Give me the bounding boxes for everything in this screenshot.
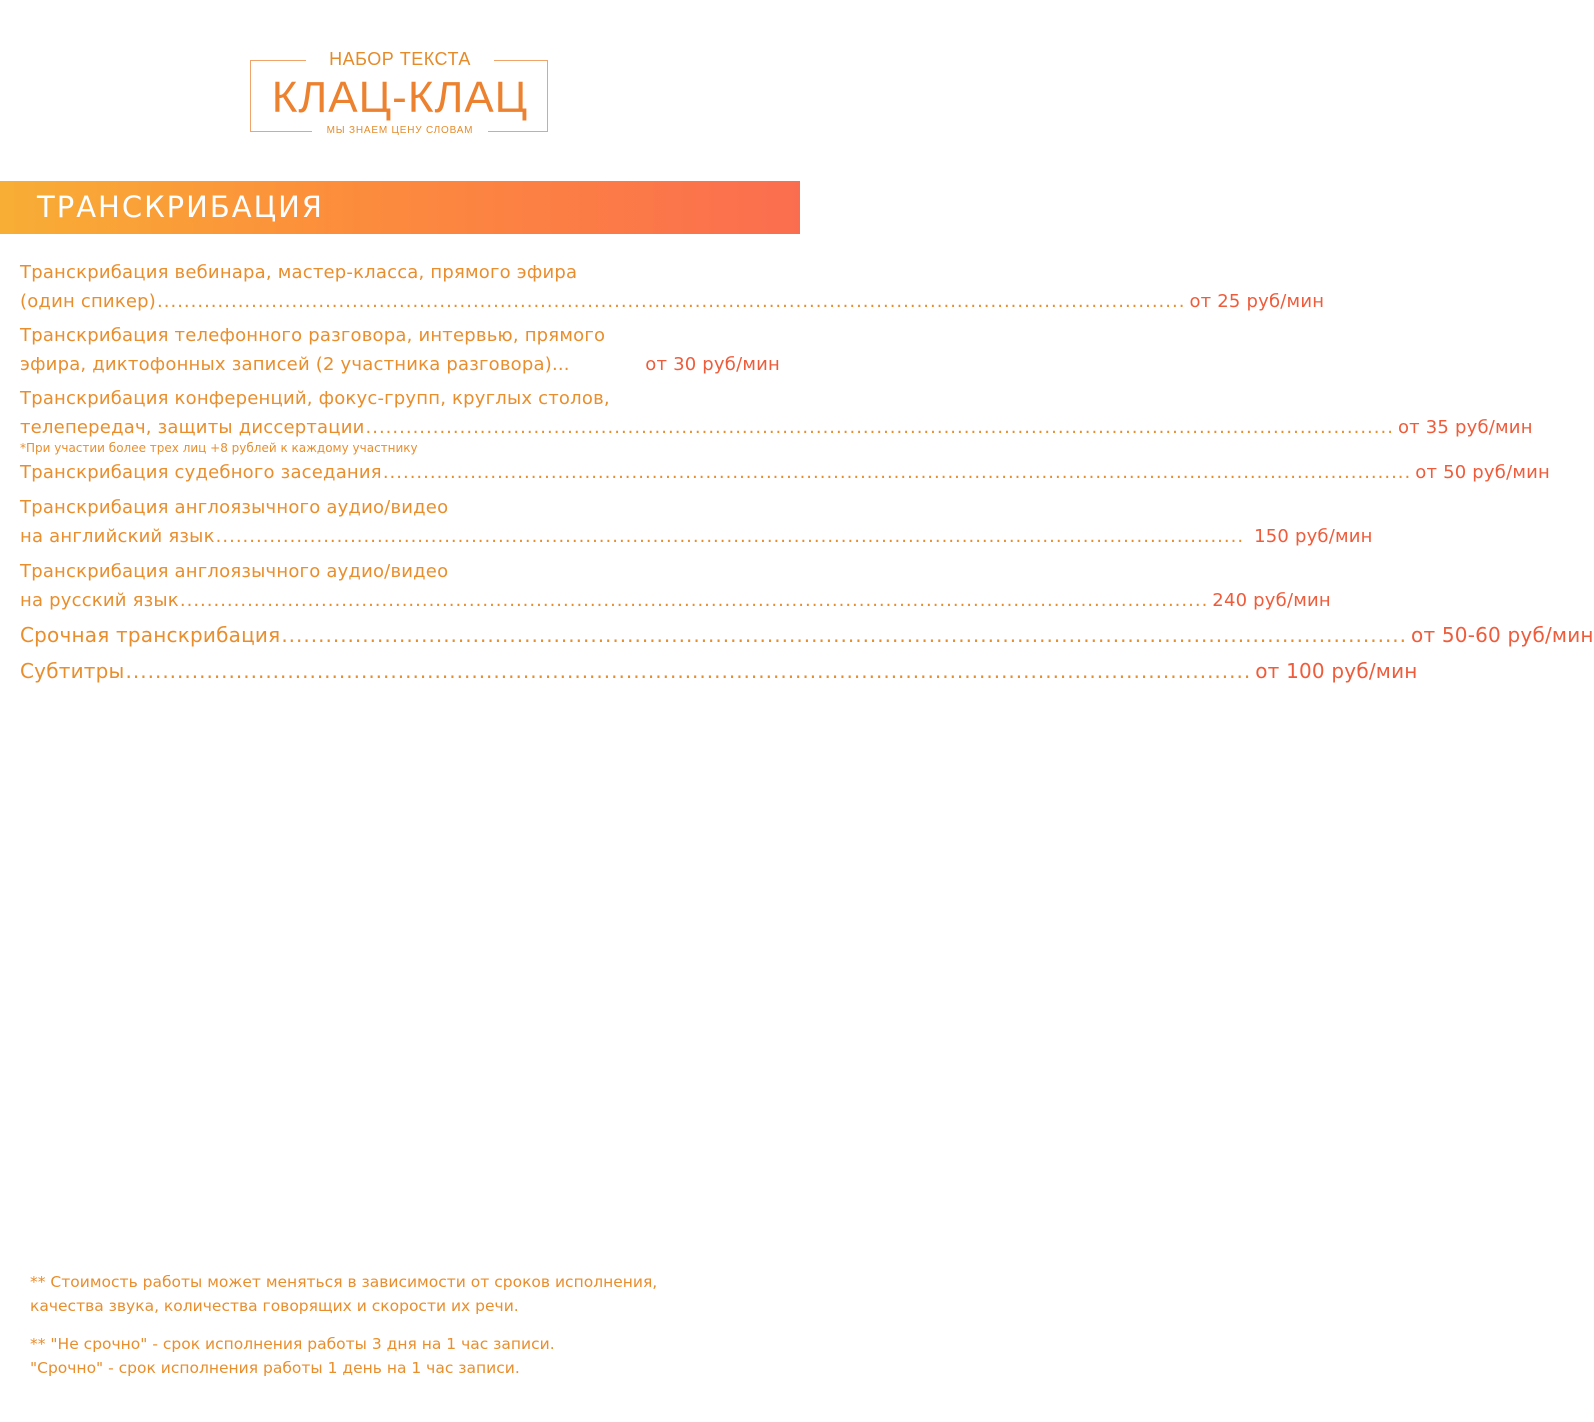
price-item-label: Субтитры <box>20 659 125 683</box>
price-item-phone-call <box>20 321 780 379</box>
price-item-webinar <box>20 258 1325 316</box>
footnotes <box>30 1270 780 1380</box>
price-item-note: *При участии более трех лиц +8 рублей к каждому участнику <box>20 441 418 455</box>
price-item-title: Транскрибация телефонного разговора, интервью, прямого <box>20 325 606 346</box>
price-item-label: Срочная транскрибация <box>20 623 281 647</box>
price-value: от 30 руб/мин <box>645 354 780 375</box>
price-value: от 35 руб/мин <box>1397 417 1533 438</box>
price-item-label: на русский язык <box>20 590 179 611</box>
price-item-conference <box>20 384 1533 456</box>
logo-wordmark: КЛАЦ-КЛАЦ <box>271 73 529 122</box>
dot-leader: ......................................................................................................................................................... <box>281 623 1408 647</box>
price-item-row <box>20 287 1325 316</box>
price-item-title: Транскрибация конференций, фокус-групп, круглых столов, <box>20 388 610 409</box>
section-banner <box>0 181 800 234</box>
footnote-cost-line1: ** Стоимость работы может меняться в зависимости от сроков исполнения, <box>30 1273 658 1291</box>
footnote-terms-line2: "Срочно" - срок исполнения работы 1 день на 1 час записи. <box>30 1359 520 1377</box>
logo-tagline-bottom: МЫ ЗНАЕМ ЦЕНУ СЛОВАМ <box>326 125 474 136</box>
price-value: от 50-60 руб/мин <box>1411 623 1594 647</box>
price-item-label: эфира, диктофонных записей (2 участника разговора)... <box>20 354 570 375</box>
price-item-title: Транскрибация вебинара, мастер-класса, прямого эфира <box>20 262 578 283</box>
dot-leader: ......................................................................................................................................................... <box>157 291 1186 312</box>
price-item-row <box>20 653 1418 689</box>
price-item-label: (один спикер) <box>20 291 157 312</box>
price-value: от 50 руб/мин <box>1415 462 1550 483</box>
price-item-row <box>20 458 1550 487</box>
price-item-title: Транскрибация англоязычного аудио/видео <box>20 497 449 518</box>
footnote-spacer <box>30 1318 780 1332</box>
price-value: от 25 руб/мин <box>1189 291 1325 312</box>
dot-leader: ......................................................................................................................................................... <box>125 659 1252 683</box>
price-item-row <box>20 350 780 379</box>
dot-leader: ......................................................................................................................................................... <box>365 417 1394 438</box>
price-item-row <box>20 617 1594 653</box>
price-item-court <box>20 458 1550 487</box>
price-list <box>20 258 1594 689</box>
price-item-row <box>20 586 1331 615</box>
price-item-label: Транскрибация судебного заседания <box>20 462 382 483</box>
price-item-subtitles <box>20 653 1418 689</box>
price-item-urgent <box>20 617 1594 653</box>
price-value: от 100 руб/мин <box>1255 659 1418 683</box>
price-value: 150 руб/мин <box>1254 526 1373 547</box>
price-item-english-to-english <box>20 493 1373 551</box>
brand-logo <box>0 48 800 148</box>
price-item-label: телепередач, защиты диссертации <box>20 417 365 438</box>
dot-leader: ......................................................................................................................................................... <box>215 526 1245 547</box>
price-value: 240 руб/мин <box>1212 590 1331 611</box>
footnote-terms-line1: ** "Не срочно" - срок исполнения работы 3 дня на 1 час записи. <box>30 1335 555 1353</box>
price-item-title: Транскрибация англоязычного аудио/видео <box>20 561 449 582</box>
price-item-label: на английский язык <box>20 526 215 547</box>
logo-tagline-top: НАБОР ТЕКСТА <box>329 49 471 69</box>
dot-leader: ......................................................................................................................................................... <box>382 462 1412 483</box>
section-title: ТРАНСКРИБАЦИЯ <box>37 190 324 224</box>
price-item-english-to-russian <box>20 557 1331 615</box>
dot-leader: ......................................................................................................................................................... <box>179 590 1209 611</box>
price-item-row <box>20 413 1533 442</box>
footnote-cost-line2: качества звука, количества говорящих и скорости их речи. <box>30 1297 519 1315</box>
price-item-row <box>20 522 1373 551</box>
